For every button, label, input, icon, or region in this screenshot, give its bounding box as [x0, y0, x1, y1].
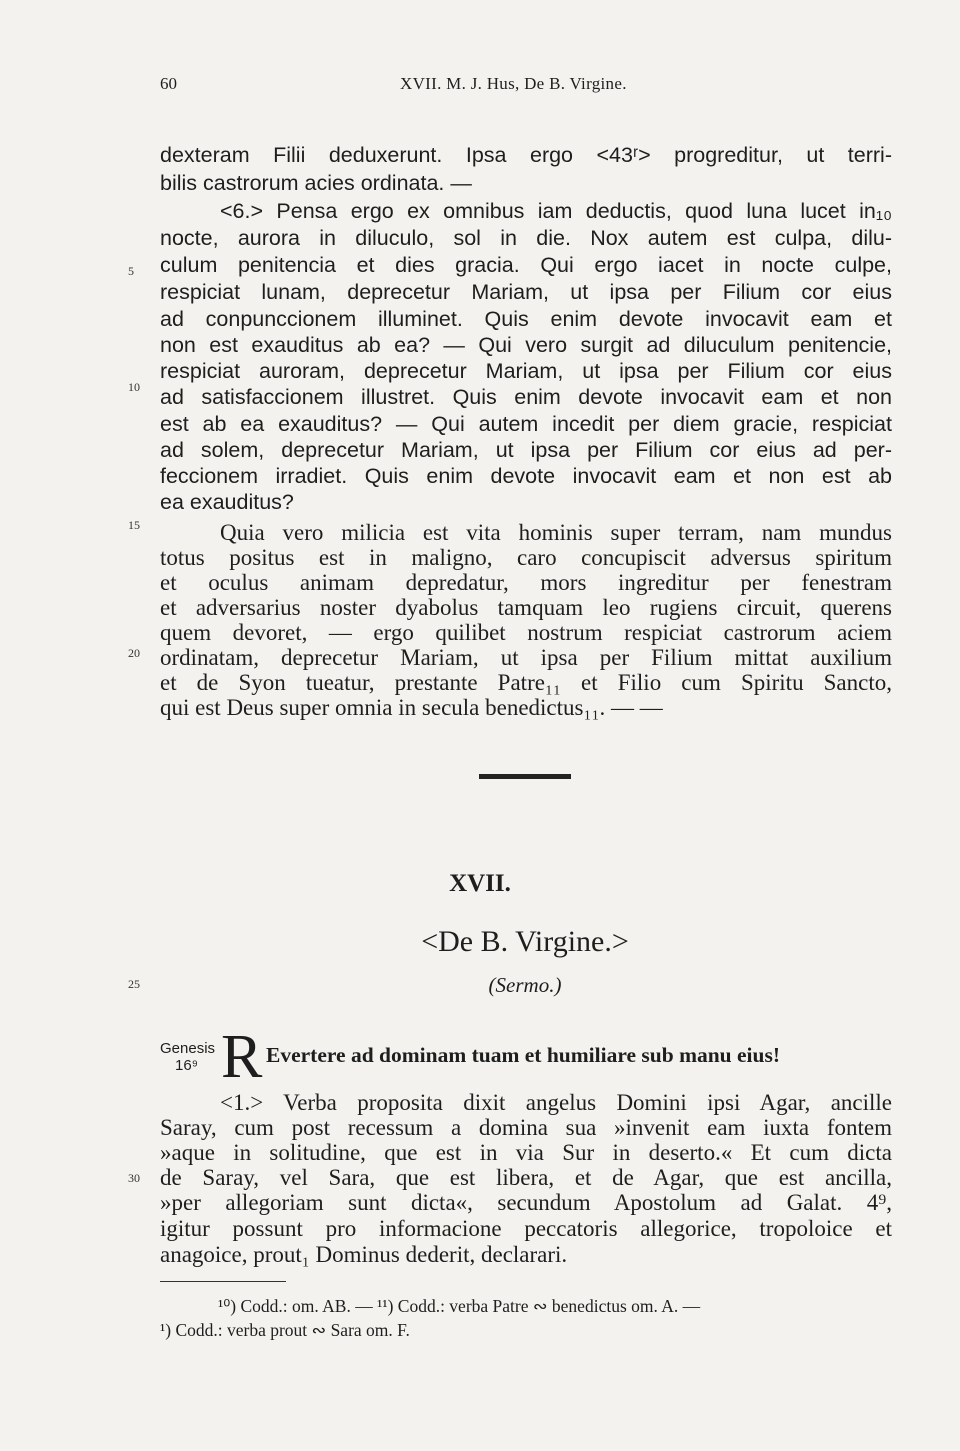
text-line: »per allegoriam sunt dicta«, secundum Apostolum ad Galat. 4⁹,	[160, 1190, 892, 1215]
text-line: respiciat lunam, deprecetur Mariam, ut ipsa per Filium cor eius	[160, 280, 892, 304]
section-number: XVII.	[449, 870, 511, 897]
text-line: »aque in solitudine, que est in via Sur in deserto.« Et cum dicta	[160, 1140, 892, 1165]
line-number: 25	[128, 977, 140, 991]
text-line: Quia vero milicia est vita hominis super terram, nam mundus	[220, 520, 892, 545]
text-line: est ab ea exauditus? — Qui autem incedit per diem gracie, respiciat	[160, 412, 892, 436]
line-number: 10	[128, 380, 140, 394]
text-line: igitur possunt pro informacione peccatoris allegorice, tropoloice et	[160, 1216, 892, 1241]
line-number: 5	[128, 264, 134, 278]
footnote: ¹⁰) Codd.: om. AB. — ¹¹) Codd.: verba Patre ∾ benedictus om. A. —	[218, 1296, 701, 1316]
text-line: nocte, aurora in diluculo, sol in die. Nox autem est culpa, dilu-	[160, 226, 892, 250]
section-subtitle: (Sermo.)	[488, 973, 562, 997]
drop-cap: R	[221, 1023, 263, 1091]
text-line: de Saray, vel Sara, que est libera, et de Agar, que est ancilla,	[160, 1165, 892, 1190]
text-line: et oculus animam depredatur, mors ingreditur per fenestram	[160, 570, 892, 595]
margin-reference	[160, 1040, 215, 1074]
section-title: <De B. Virgine.>	[421, 925, 629, 958]
text-line: non est exauditus ab ea? — Qui vero surgit ad diluculum penitencie,	[160, 333, 892, 357]
text-line: ad satisfaccionem illustret. Quis enim devote invocavit eam et non	[160, 385, 892, 409]
margin-reference-book: Genesis	[160, 1040, 216, 1057]
text-line: ad solem, deprecetur Mariam, ut ipsa per Filium cor eius ad per-	[160, 438, 892, 462]
text-line: quem devoret, — ergo quilibet nostrum respiciat castrorum aciem	[160, 620, 892, 645]
text-line: culum penitencia et dies gracia. Qui ergo iacet in nocte culpe,	[160, 253, 892, 277]
text-line: dexteram Filii deduxerunt. Ipsa ergo <43ʳ> progreditur, ut terri-	[160, 143, 892, 167]
text-line: ea exauditus?	[160, 490, 294, 514]
text-line: anagoice, prout₁ Dominus dederit, declarari.	[160, 1242, 568, 1267]
text-line: et adversarius noster dyabolus tamquam leo rugiens circuit, querens	[160, 595, 892, 620]
page-header	[160, 74, 888, 104]
text-line: <1.> Verba proposita dixit angelus Domini ipsi Agar, ancille	[220, 1090, 892, 1115]
text-line: ad conpunccionem illuminet. Quis enim devote invocavit eam et	[160, 307, 892, 331]
text-line: bilis castrorum acies ordinata. —	[160, 171, 472, 195]
section-divider	[479, 774, 571, 779]
text-line: feccionem irradiet. Quis enim devote invocavit eam et non est ab	[160, 464, 892, 488]
line-number: 20	[128, 646, 140, 660]
incipit-text: Evertere ad dominam tuam et humiliare sub manu eius!	[266, 1043, 781, 1067]
text-line: respiciat auroram, deprecetur Mariam, ut ipsa per Filium cor eius	[160, 359, 892, 383]
text-line: totus positus est in maligno, caro concupiscit adversus spiritum	[160, 545, 892, 570]
footnote: ¹) Codd.: verba prout ∾ Sara om. F.	[160, 1320, 410, 1340]
text-line: et de Syon tueatur, prestante Patre₁₁ et Filio cum Spiritu Sancto,	[160, 670, 892, 695]
footnote-rule	[160, 1281, 286, 1282]
text-line: qui est Deus super omnia in secula benedictus₁₁. — —	[160, 695, 663, 720]
running-title: XVII. M. J. Hus, De B. Virgine.	[400, 74, 627, 93]
page-number: 60	[160, 74, 177, 93]
text-line: ordinatam, deprecetur Mariam, ut ipsa per Filium mittat auxilium	[160, 645, 892, 670]
text-line: <6.> Pensa ergo ex omnibus iam deductis, quod luna lucet in₁₀	[220, 199, 892, 223]
line-number: 30	[128, 1171, 140, 1185]
text-line: Saray, cum post recessum a domina sua »invenit eam iuxta fontem	[160, 1115, 892, 1140]
line-number: 15	[128, 518, 140, 532]
margin-reference-chapter: 16⁹	[175, 1057, 199, 1074]
